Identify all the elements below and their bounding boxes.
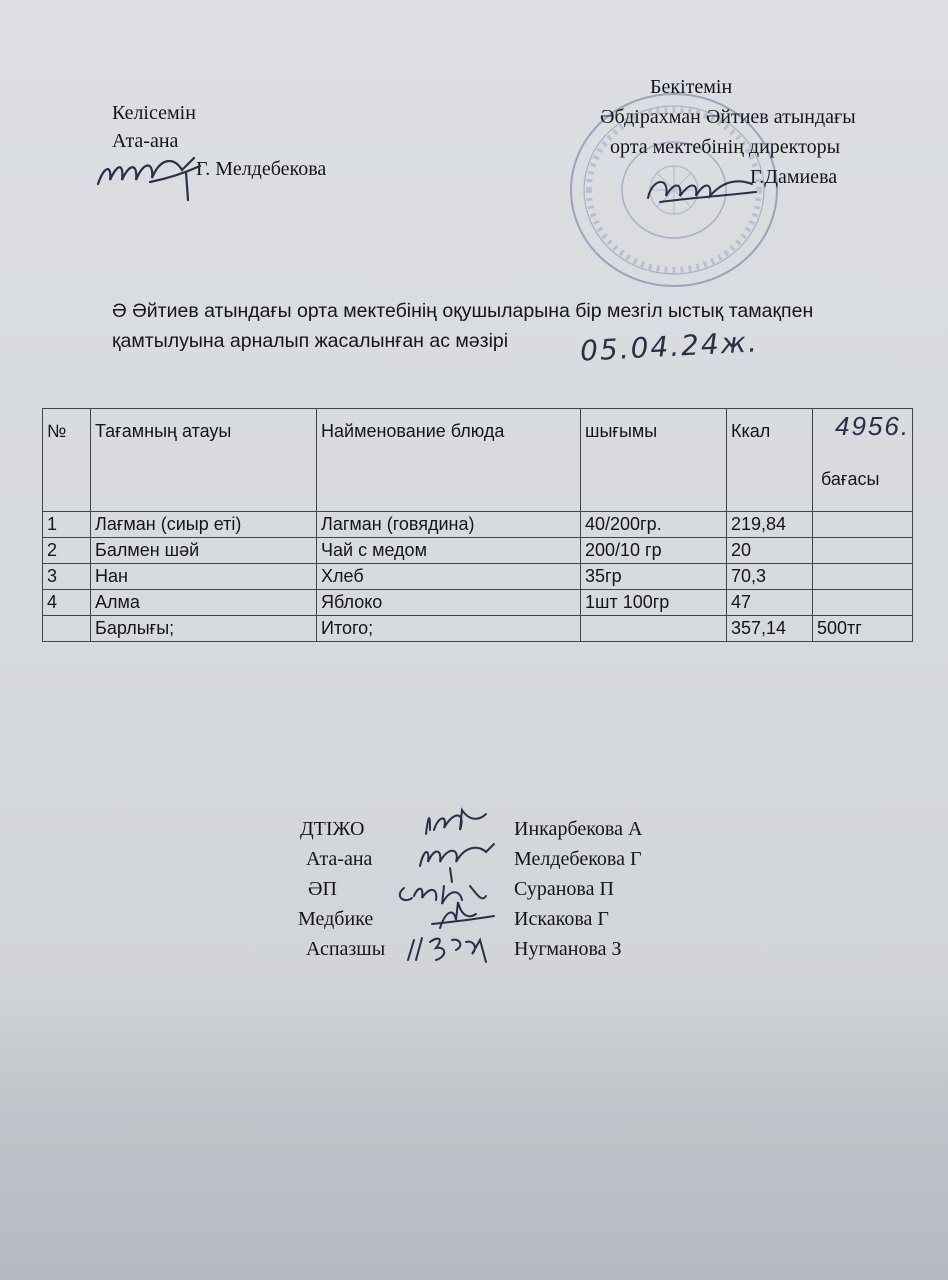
signature-role: ДТІЖО xyxy=(300,818,365,840)
cell-output: 1шт 100гр xyxy=(581,590,727,616)
table-row xyxy=(43,538,913,564)
cell-dish-kz: Барлығы; xyxy=(91,616,317,642)
cell-output xyxy=(581,616,727,642)
cell-price xyxy=(813,590,913,616)
parent-signature-icon xyxy=(90,146,210,206)
header-kcal: Ккал xyxy=(727,409,813,512)
cell-dish-ru: Яблоко xyxy=(317,590,581,616)
cell-price xyxy=(813,538,913,564)
photo-shadow xyxy=(0,980,948,1280)
cell-output: 200/10 гр xyxy=(581,538,727,564)
signature-marks-icon xyxy=(390,800,530,970)
handwritten-date: 05.04.24ж. xyxy=(579,325,760,368)
header-price: бағасы xyxy=(821,469,880,489)
header-dish-kz: Тағамның атауы xyxy=(91,409,317,512)
approval-position: орта мектебінің директоры xyxy=(610,136,841,158)
signature-role: Ата-ана xyxy=(306,848,373,870)
cell-price: 500тг xyxy=(813,616,913,642)
header-number: № xyxy=(43,409,91,512)
cell-kcal: 219,84 xyxy=(727,512,813,538)
cell-dish-ru: Хлеб xyxy=(317,564,581,590)
cell-price xyxy=(813,512,913,538)
cell-price xyxy=(813,564,913,590)
cell-dish-ru: Итого; xyxy=(317,616,581,642)
table-row xyxy=(43,564,913,590)
approval-label: Бекітемін xyxy=(650,76,733,98)
header-output: шығымы xyxy=(581,409,727,512)
cell-number: 3 xyxy=(43,564,91,590)
cell-number: 2 xyxy=(43,538,91,564)
header-price-cell xyxy=(813,409,913,512)
cell-kcal: 357,14 xyxy=(727,616,813,642)
cell-kcal: 70,3 xyxy=(727,564,813,590)
agreement-label: Келісемін xyxy=(112,102,196,124)
signature-role: Аспазшы xyxy=(306,938,386,960)
signature-person: Суранова П xyxy=(514,878,614,900)
signature-person: Мелдебекова Г xyxy=(514,848,642,870)
agreement-role: Ата-ана xyxy=(112,130,179,152)
cell-dish-kz: Балмен шәй xyxy=(91,538,317,564)
cell-output: 40/200гр. xyxy=(581,512,727,538)
table-row xyxy=(43,512,913,538)
cell-number: 4 xyxy=(43,590,91,616)
menu-title-line2: қамтылуына арналып жасалынған ас мәзірі xyxy=(112,330,509,352)
cell-dish-ru: Лагман (говядина) xyxy=(317,512,581,538)
cell-number xyxy=(43,616,91,642)
handwritten-price-note: 4956. xyxy=(835,411,911,441)
cell-dish-kz: Нан xyxy=(91,564,317,590)
agreement-name: Г. Мелдебекова xyxy=(196,158,327,180)
signature-person: Нугманова З xyxy=(514,938,622,960)
director-signature-icon xyxy=(640,168,760,216)
table-row xyxy=(43,590,913,616)
signature-role: ӘП xyxy=(308,878,337,900)
approval-school: Әбдірахман Әйтиев атындағы xyxy=(600,106,856,128)
signature-person: Инкарбекова А xyxy=(514,818,643,840)
cell-number: 1 xyxy=(43,512,91,538)
signature-person: Искакова Г xyxy=(514,908,609,930)
cell-dish-kz: Алма xyxy=(91,590,317,616)
cell-kcal: 47 xyxy=(727,590,813,616)
table-row xyxy=(43,616,913,642)
signature-role: Медбике xyxy=(298,908,374,930)
cell-kcal: 20 xyxy=(727,538,813,564)
cell-dish-ru: Чай с медом xyxy=(317,538,581,564)
header-dish-ru: Найменование блюда xyxy=(317,409,581,512)
menu-title-line1: Ә Әйтиев атындағы орта мектебінің оқушыларына бір мезгіл ыстық тамақпен xyxy=(112,300,814,322)
approval-name: Г.Дамиева xyxy=(750,166,838,188)
menu-table xyxy=(42,408,913,642)
cell-output: 35гр xyxy=(581,564,727,590)
table-body xyxy=(43,512,913,642)
cell-dish-kz: Лағман (сиыр еті) xyxy=(91,512,317,538)
table-header-row xyxy=(43,409,913,512)
